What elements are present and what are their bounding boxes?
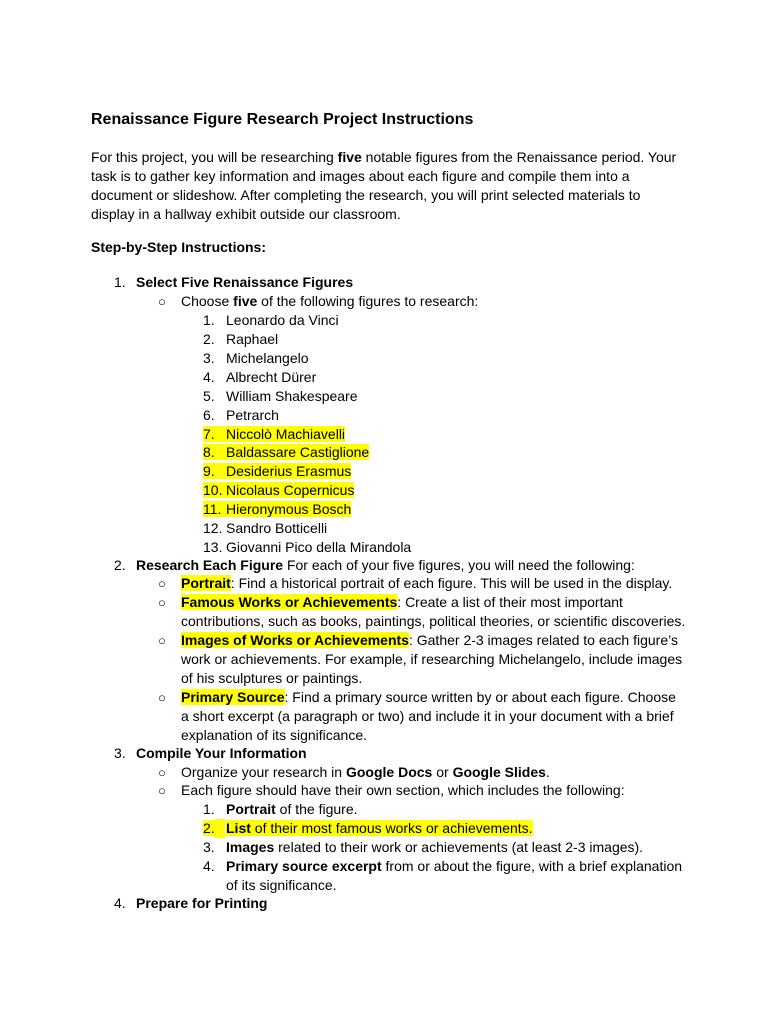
intro-line: task is to gather key information and images about each figure and compile them into a [91, 168, 630, 184]
figure-number: 2. [203, 331, 215, 347]
figure-number: 1. [203, 312, 215, 328]
figure-name: Leonardo da Vinci [226, 312, 339, 328]
compile-bold: Google Docs [345, 764, 433, 780]
step-number: 1. [114, 274, 126, 290]
sub-number: 3. [203, 839, 215, 855]
compile-text: or [432, 764, 453, 780]
figure-item [203, 500, 351, 519]
research-item-text: work or achievements. For example, if researching Michelangelo, include images [181, 651, 683, 667]
section-item-text: of their most famous works or achievements. [250, 820, 533, 836]
figure-number: 3. [203, 350, 215, 366]
section-item [226, 857, 682, 876]
bullet-icon: ○ [158, 765, 166, 780]
figure-name: Petrarch [226, 407, 279, 423]
compile-text: Organize your research in [181, 764, 346, 780]
intro-text: notable figures from the Renaissance period. Your [361, 149, 677, 165]
research-item-text: of his sculptures or paintings. [181, 670, 363, 686]
figure-name: Albrecht Dürer [226, 369, 317, 385]
figure-number: 13. [203, 539, 223, 555]
step-title-text: Select Five Renaissance Figures [136, 274, 354, 290]
figure-item [203, 443, 369, 462]
sub-number-text: 2. [203, 820, 215, 836]
intro-line [91, 148, 691, 167]
figure-item [226, 330, 278, 349]
sub-number: 4. [203, 858, 215, 874]
research-item-label: Primary Source [181, 689, 285, 705]
figure-item [203, 462, 351, 481]
research-item-portrait [181, 574, 672, 593]
figure-name: Niccolò Machiavelli [226, 426, 346, 442]
step1-bullet-text: of the following figures to research: [257, 293, 479, 309]
steps-heading: Step-by-Step Instructions: [91, 239, 267, 255]
figure-item [203, 481, 354, 500]
research-item-primary [181, 688, 676, 707]
step-title-text: Compile Your Information [136, 745, 307, 761]
intro-line: display in a hallway exhibit outside our classroom. [91, 206, 401, 222]
figure-number: 5. [203, 388, 215, 404]
figure-number: 10. [203, 482, 223, 498]
step-title [136, 744, 307, 763]
bullet-icon: ○ [158, 690, 166, 705]
step-title-text: Prepare for Printing [136, 895, 268, 911]
intro-text: For this project, you will be researching [91, 149, 338, 165]
intro-bold-five: five [337, 149, 362, 165]
sub-number [203, 819, 225, 838]
section-item-text: of its significance. [226, 877, 337, 893]
step-number: 3. [114, 745, 126, 761]
step1-bullet [181, 292, 478, 311]
figure-name: Michelangelo [226, 350, 309, 366]
figure-number: 8. [203, 444, 215, 460]
section-item-bold: Portrait [226, 801, 276, 817]
compile-bold: Google Slides [452, 764, 546, 780]
research-item-label: Famous Works or Achievements [181, 594, 398, 610]
figure-number: 7. [203, 426, 215, 442]
section-item [226, 838, 643, 857]
step-title [136, 556, 635, 575]
figure-name: Nicolaus Copernicus [226, 482, 355, 498]
research-item-text: : Create a list of their most important [397, 594, 623, 610]
document-title: Renaissance Figure Research Project Instructions [91, 111, 474, 128]
figure-item [226, 349, 309, 368]
step-title [136, 273, 353, 292]
section-item-bold: List [226, 820, 251, 836]
research-item-text: : Find a primary source written by or about each figure. Choose [284, 689, 676, 705]
compile-bullet [181, 763, 550, 782]
research-item-works [181, 593, 623, 612]
compile-text: . [545, 764, 550, 780]
figure-number: 11. [203, 501, 222, 517]
section-item [226, 819, 533, 838]
compile-bullet: Each figure should have their own section, which includes the following: [181, 782, 625, 798]
research-item-text: a short excerpt (a paragraph or two) and include it in your document with a brief [181, 708, 674, 724]
research-item-text: explanation of its significance. [181, 727, 367, 743]
figure-name: Raphael [226, 331, 279, 347]
step-number: 4. [114, 895, 126, 911]
sub-number: 1. [203, 801, 215, 817]
research-item-images [181, 631, 678, 650]
step-number: 2. [114, 557, 126, 573]
research-item-label: Portrait [181, 575, 231, 591]
figure-number: 6. [203, 407, 215, 423]
step1-bullet-text: Choose [181, 293, 234, 309]
bullet-icon: ○ [158, 576, 166, 591]
figure-item [226, 311, 339, 330]
figure-item [226, 368, 316, 387]
research-item-text: : Find a historical portrait of each figure. This will be used in the display. [230, 575, 673, 591]
research-item-text: contributions, such as books, paintings, political theories, or scientific discoveries. [181, 613, 686, 629]
bullet-icon: ○ [158, 633, 166, 648]
intro-line: document or slideshow. After completing the research, you will print selected materials to [91, 187, 641, 203]
bullet-icon: ○ [158, 294, 166, 309]
section-item-bold: Images [226, 839, 275, 855]
section-item-bold: Primary source excerpt [226, 858, 382, 874]
figure-item [203, 425, 345, 444]
research-item-text: : Gather 2-3 images related to each figure’s [408, 632, 678, 648]
research-item-label: Images of Works or Achievements [181, 632, 409, 648]
figure-name: Hieronymous Bosch [226, 501, 352, 517]
figure-name: Giovanni Pico della Mirandola [226, 539, 412, 555]
section-item-text: of the figure. [275, 801, 358, 817]
figure-item [226, 406, 279, 425]
figure-name: Desiderius Erasmus [226, 463, 352, 479]
bullet-icon: ○ [158, 595, 166, 610]
step-title-desc: For each of your five figures, you will need the following: [283, 557, 635, 573]
figure-item [226, 538, 411, 557]
figure-number: 12. [203, 520, 223, 536]
intro-paragraph [91, 148, 691, 224]
step-title-text: Research Each Figure [136, 557, 284, 573]
figure-name: Baldassare Castiglione [226, 444, 370, 460]
figure-name: William Shakespeare [226, 388, 358, 404]
figure-name: Sandro Botticelli [226, 520, 328, 536]
section-item [226, 800, 358, 819]
section-item-text: from or about the figure, with a brief explanation [381, 858, 683, 874]
figure-number: 9. [203, 463, 215, 479]
step-title [136, 894, 267, 913]
bullet-icon: ○ [158, 783, 166, 798]
section-item-text: related to their work or achievements (at least 2-3 images). [274, 839, 644, 855]
figure-item [226, 519, 327, 538]
step1-bullet-bold: five [233, 293, 258, 309]
figure-number: 4. [203, 369, 215, 385]
figure-item [226, 387, 358, 406]
